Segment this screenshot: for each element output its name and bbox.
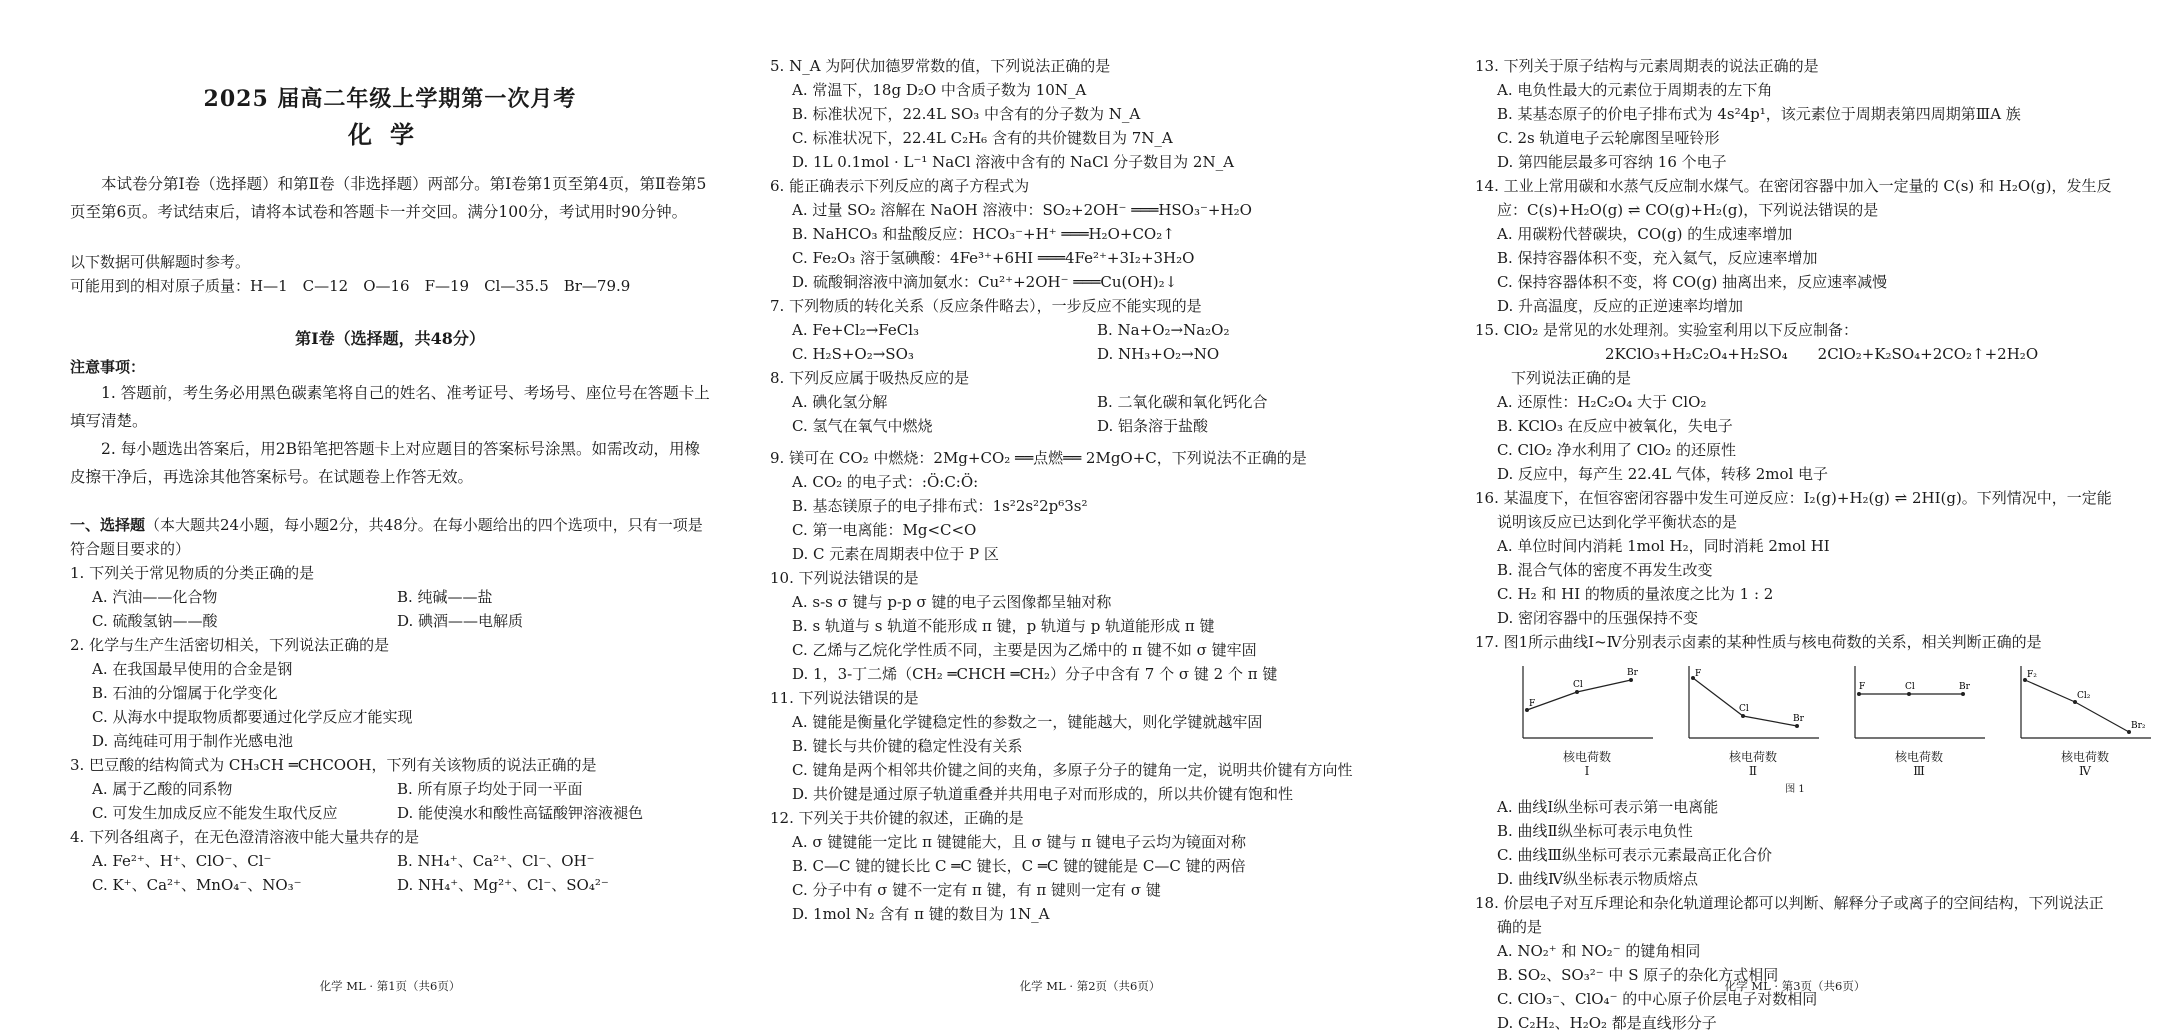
q1-option-c: C. 硫酸氢钠——酸 bbox=[92, 612, 218, 630]
chart3-label-f: F bbox=[1859, 682, 1866, 692]
q12-option-b: B. C—C 键的键长比 C ═C 键长，C ═C 键的键能是 C—C 键的两倍 bbox=[792, 857, 1246, 875]
chart2-point-cl bbox=[1741, 714, 1745, 718]
q7-option-d: D. NH₃+O₂→NO bbox=[1097, 345, 1220, 363]
question-1: 1. 下列关于常见物质的分类正确的是 bbox=[70, 564, 315, 582]
q12-option-c: C. 分子中有 σ 键不一定有 π 键，有 π 键则一定有 σ 键 bbox=[792, 881, 1161, 899]
chart4-label-br2: Br₂ bbox=[2131, 721, 2146, 731]
chart2-numeral: Ⅱ bbox=[1748, 764, 1758, 778]
exam-intro: 本试卷分第Ⅰ卷（选择题）和第Ⅱ卷（非选择题）两部分。第Ⅰ卷第1页至第4页，第Ⅱ卷第5页至第6页。考试结束后，请将本试卷和答题卡一并交回。满分100分，考试用时90分钟。 bbox=[70, 175, 707, 221]
q7-options-row2 bbox=[770, 342, 1410, 366]
q16-option-b: B. 混合气体的密度不再发生改变 bbox=[1497, 561, 1713, 579]
question-15: 15. ClO₂ 是常见的水处理剂。实验室利用以下反应制备： bbox=[1475, 321, 1858, 339]
chart1-numeral: Ⅰ bbox=[1584, 764, 1590, 778]
chart1-label-cl: Cl bbox=[1573, 680, 1583, 690]
q16-option-d: D. 密闭容器中的压强保持不变 bbox=[1497, 609, 1699, 627]
q6-option-c: C. Fe₂O₃ 溶于氢碘酸：4Fe³⁺+6HI ═══4Fe²⁺+3I₂+3H₂O bbox=[792, 249, 1195, 267]
question-2: 2. 化学与生产生活密切相关，下列说法正确的是 bbox=[70, 636, 390, 654]
q3-options-row2 bbox=[70, 801, 710, 825]
page-2-footer: 化学 ML · 第2页（共6页） bbox=[1019, 979, 1161, 993]
chart3-label-br: Br bbox=[1959, 682, 1970, 692]
question-3: 3. 巴豆酸的结构简式为 CH₃CH ═CHCOOH，下列有关该物质的说法正确的是 bbox=[70, 756, 597, 774]
q3-option-d: D. 能使溴水和酸性高锰酸钾溶液褪色 bbox=[397, 804, 644, 822]
page-3 bbox=[1475, 0, 2146, 1032]
chart2-point-br bbox=[1795, 724, 1799, 728]
q17-chart-1 bbox=[1513, 660, 1661, 778]
q14-option-a: A. 用碳粉代替碳块，CO(g) 的生成速率增加 bbox=[1497, 225, 1793, 243]
q9-option-b: B. 基态镁原子的电子排布式：1s²2s²2p⁶3s² bbox=[792, 497, 1088, 515]
q15-equation: 2KClO₃+H₂C₂O₄+H₂SO₄ 2ClO₂+K₂SO₄+2CO₂↑+2H₂O bbox=[1605, 345, 2039, 363]
q14-option-b: B. 保持容器体积不变，充入氦气，反应速率增加 bbox=[1497, 249, 1818, 267]
q8-option-d: D. 铝条溶于盐酸 bbox=[1097, 417, 1209, 435]
q6-option-d: D. 硫酸铜溶液中滴加氨水：Cu²⁺+2OH⁻ ═══Cu(OH)₂↓ bbox=[792, 273, 1178, 291]
notes-title: 注意事项： bbox=[70, 358, 146, 376]
q5-option-b: B. 标准状况下，22.4L SO₃ 中含有的分子数为 N_A bbox=[792, 105, 1141, 123]
q17-chart-4 bbox=[2011, 660, 2159, 778]
question-16: 16. 某温度下，在恒容密闭容器中发生可逆反应：I₂(g)+H₂(g) ⇌ 2HI(g)。下列情况中，一定能说明该反应已达到化学平衡状态的是 bbox=[1475, 489, 2112, 531]
question-4: 4. 下列各组离子，在无色澄清溶液中能大量共存的是 bbox=[70, 828, 420, 846]
q5-option-c: C. 标准状况下，22.4L C₂H₆ 含有的共价键数目为 7N_A bbox=[792, 129, 1173, 147]
question-10: 10. 下列说法错误的是 bbox=[770, 569, 919, 587]
question-12: 12. 下列关于共价键的叙述，正确的是 bbox=[770, 809, 1024, 827]
chart3-label-cl: Cl bbox=[1905, 682, 1915, 692]
q17-option-b: B. 曲线Ⅱ纵坐标可表示电负性 bbox=[1497, 822, 1693, 840]
q4-option-b: B. NH₄⁺、Ca²⁺、Cl⁻、OH⁻ bbox=[397, 852, 595, 870]
q1-option-d: D. 碘酒——电解质 bbox=[397, 612, 524, 630]
q17-option-d: D. 曲线Ⅳ纵坐标表示物质熔点 bbox=[1497, 870, 1699, 888]
chart2-label-cl: Cl bbox=[1739, 704, 1749, 714]
q3-options-row1 bbox=[70, 777, 710, 801]
q10-option-b: B. s 轨道与 s 轨道不能形成 π 键，p 轨道与 p 轨道能形成 π 键 bbox=[792, 617, 1215, 635]
chart4-curve bbox=[2025, 680, 2129, 732]
q1-options-row1 bbox=[70, 585, 710, 609]
question-13: 13. 下列关于原子结构与元素周期表的说法正确的是 bbox=[1475, 57, 1819, 75]
page-3-footer: 化学 ML · 第3页（共6页） bbox=[1724, 979, 1866, 993]
q12-option-a: A. σ 键键能一定比 π 键键能大，且 σ 键与 π 键电子云均为镜面对称 bbox=[792, 833, 1246, 851]
q14-option-d: D. 升高温度，反应的正逆速率均增加 bbox=[1497, 297, 1744, 315]
q3-option-a: A. 属于乙酸的同系物 bbox=[92, 780, 233, 798]
q5-option-a: A. 常温下，18g D₂O 中含质子数为 10N_A bbox=[792, 81, 1087, 99]
q15-option-c: C. ClO₂ 净水利用了 ClO₂ 的还原性 bbox=[1497, 441, 1736, 459]
section1-title: 一、选择题 bbox=[70, 516, 146, 534]
q8-option-c: C. 氢气在氧气中燃烧 bbox=[792, 417, 933, 435]
chart1-label-br: Br bbox=[1627, 668, 1638, 678]
chart4-label-cl2: Cl₂ bbox=[2077, 691, 2091, 701]
q4-option-a: A. Fe²⁺、H⁺、ClO⁻、Cl⁻ bbox=[92, 852, 272, 870]
q17-chart-3 bbox=[1845, 660, 1993, 778]
q8-options-row1 bbox=[770, 390, 1410, 414]
q7-option-c: C. H₂S+O₂→SO₃ bbox=[792, 345, 914, 363]
q17-chart-2 bbox=[1679, 660, 1827, 778]
chart2-xlabel: 核电荷数 bbox=[1728, 750, 1777, 764]
page-1-footer: 化学 ML · 第1页（共6页） bbox=[319, 979, 461, 993]
q15-option-a: A. 还原性：H₂C₂O₄ 大于 ClO₂ bbox=[1497, 393, 1707, 411]
q18-option-c: C. ClO₃⁻、ClO₄⁻ 的中心原子价层电子对数相同 bbox=[1497, 990, 1818, 1008]
atomic-masses: 可能用到的相对原子质量：H—1 C—12 O—16 F—19 Cl—35.5 Br—79.9 bbox=[70, 277, 631, 295]
q17-option-c: C. 曲线Ⅲ纵坐标可表示元素最高正化合价 bbox=[1497, 846, 1772, 864]
q11-option-d: D. 共价键是通过原子轨道重叠并共用电子对而形成的，所以共价键有饱和性 bbox=[792, 785, 1294, 803]
chart1-xlabel: 核电荷数 bbox=[1562, 750, 1611, 764]
q13-option-b: B. 某基态原子的价电子排布式为 4s²4p¹，该元素位于周期表第四周期第ⅢA 族 bbox=[1497, 105, 2021, 123]
q17-option-a: A. 曲线Ⅰ纵坐标可表示第一电离能 bbox=[1497, 798, 1719, 816]
q3-option-b: B. 所有原子均处于同一平面 bbox=[397, 780, 583, 798]
chart4-numeral: Ⅳ bbox=[2079, 764, 2091, 778]
q9-option-c: C. 第一电离能：Mg<C<O bbox=[792, 521, 977, 539]
q18-option-b: B. SO₂、SO₃²⁻ 中 S 原子的杂化方式相同 bbox=[1497, 966, 1779, 984]
q18-option-a: A. NO₂⁺ 和 NO₂⁻ 的键角相同 bbox=[1497, 942, 1701, 960]
page-2 bbox=[770, 0, 1410, 1002]
note-2: 2. 每小题选出答案后，用2B铅笔把答题卡上对应题目的答案标号涂黑。如需改动，用橡皮擦干净后，再选涂其他答案标号。在试题卷上作答无效。 bbox=[70, 440, 700, 486]
q8-option-b: B. 二氧化碳和氧化钙化合 bbox=[1097, 393, 1268, 411]
q16-option-c: C. H₂ 和 HI 的物质的量浓度之比为 1 : 2 bbox=[1497, 585, 1774, 603]
question-6: 6. 能正确表示下列反应的离子方程式为 bbox=[770, 177, 1030, 195]
q18-option-d: D. C₂H₂、H₂O₂ 都是直线形分子 bbox=[1497, 1014, 1717, 1032]
question-11: 11. 下列说法错误的是 bbox=[770, 689, 919, 707]
q10-option-a: A. s-s σ 键与 p-p σ 键的电子云图像都呈轴对称 bbox=[792, 593, 1112, 611]
q7-option-a: A. Fe+Cl₂→FeCl₃ bbox=[792, 321, 920, 339]
q17-figure bbox=[1513, 660, 2146, 778]
q15-option-d: D. 反应中，每产生 22.4L 气体，转移 2mol 电子 bbox=[1497, 465, 1829, 483]
q13-option-d: D. 第四能层最多可容纳 16 个电子 bbox=[1497, 153, 1727, 171]
q9-option-d: D. C 元素在周期表中位于 P 区 bbox=[792, 545, 999, 563]
q1-option-b: B. 纯碱——盐 bbox=[397, 588, 493, 606]
question-9: 9. 镁可在 CO₂ 中燃烧：2Mg+CO₂ ══点燃══ 2MgO+C，下列说法不正确的是 bbox=[770, 449, 1307, 467]
chart3-point-br bbox=[1961, 692, 1965, 696]
data-note: 以下数据可供解题时参考。 bbox=[70, 253, 251, 271]
q11-option-c: C. 键角是两个相邻共价键之间的夹角，多原子分子的键角一定，说明共价键有方向性 bbox=[792, 761, 1353, 779]
q3-option-c: C. 可发生加成反应不能发生取代反应 bbox=[92, 804, 338, 822]
q11-option-a: A. 键能是衡量化学键稳定性的参数之一，键能越大，则化学键就越牢固 bbox=[792, 713, 1263, 731]
question-5: 5. N_A 为阿伏加德罗常数的值，下列说法正确的是 bbox=[770, 57, 1111, 75]
chart2-label-f: F bbox=[1695, 669, 1702, 679]
q12-option-d: D. 1mol N₂ 含有 π 键的数目为 1N_A bbox=[792, 905, 1050, 923]
q17-figure-caption: 图 1 bbox=[1785, 784, 1805, 795]
q15-ask: 下列说法正确的是 bbox=[1511, 369, 1632, 387]
q6-option-a: A. 过量 SO₂ 溶解在 NaOH 溶液中：SO₂+2OH⁻ ═══HSO₃⁻+H₂O bbox=[792, 201, 1252, 219]
question-17: 17. 图1所示曲线Ⅰ~Ⅳ分别表示卤素的某种性质与核电荷数的关系，相关判断正确的是 bbox=[1475, 633, 2042, 651]
question-18: 18. 价层电子对互斥理论和杂化轨道理论都可以判断、解释分子或离子的空间结构，下列说法正确的是 bbox=[1475, 894, 2104, 936]
q4-options-row2 bbox=[70, 873, 710, 897]
chart3-point-cl bbox=[1907, 692, 1911, 696]
section1-header bbox=[70, 513, 710, 561]
q4-option-d: D. NH₄⁺、Mg²⁺、Cl⁻、SO₄²⁻ bbox=[397, 876, 609, 894]
chart3-numeral: Ⅲ bbox=[1913, 764, 1925, 778]
q2-option-b: B. 石油的分馏属于化学变化 bbox=[92, 684, 278, 702]
q7-option-b: B. Na+O₂→Na₂O₂ bbox=[1097, 321, 1230, 339]
q10-option-c: C. 乙烯与乙烷化学性质不同，主要是因为乙烯中的 π 键不如 σ 键牢固 bbox=[792, 641, 1257, 659]
chart3-xlabel: 核电荷数 bbox=[1894, 750, 1943, 764]
section1-desc: （本大题共24小题，每小题2分，共48分。在每小题给出的四个选项中，只有一项是符合题目要求的） bbox=[70, 516, 703, 558]
q1-option-a: A. 汽油——化合物 bbox=[92, 588, 218, 606]
exam-title: 2025 届高二年级上学期第一次月考 bbox=[203, 86, 577, 112]
q2-option-c: C. 从海水中提取物质都要通过化学反应才能实现 bbox=[92, 708, 413, 726]
chart1-label-f: F bbox=[1529, 699, 1536, 709]
chart4-label-f2: F₂ bbox=[2027, 670, 2037, 680]
page-1 bbox=[70, 0, 710, 1002]
q4-options-row1 bbox=[70, 849, 710, 873]
q10-option-d: D. 1，3-丁二烯（CH₂ ═CHCH ═CH₂）分子中含有 7 个 σ 键 2 个 π 键 bbox=[792, 665, 1278, 683]
q7-options-row1 bbox=[770, 318, 1410, 342]
q13-option-c: C. 2s 轨道电子云轮廓图呈哑铃形 bbox=[1497, 129, 1720, 147]
q5-option-d: D. 1L 0.1mol · L⁻¹ NaCl 溶液中含有的 NaCl 分子数目为 2N_A bbox=[792, 153, 1234, 171]
q1-options-row2 bbox=[70, 609, 710, 633]
q13-option-a: A. 电负性最大的元素位于周期表的左下角 bbox=[1497, 81, 1773, 99]
question-7: 7. 下列物质的转化关系（反应条件略去），一步反应不能实现的是 bbox=[770, 297, 1202, 315]
q15-option-b: B. KClO₃ 在反应中被氧化，失电子 bbox=[1497, 417, 1733, 435]
chart2-curve bbox=[1693, 678, 1797, 726]
chart1-point-cl bbox=[1575, 690, 1579, 694]
q8-option-a: A. 碘化氢分解 bbox=[792, 393, 888, 411]
q6-option-b: B. NaHCO₃ 和盐酸反应：HCO₃⁻+H⁺ ═══H₂O+CO₂↑ bbox=[792, 225, 1175, 243]
question-14: 14. 工业上常用碳和水蒸气反应制水煤气。在密闭容器中加入一定量的 C(s) 和 H₂O(g)，发生反应：C(s)+H₂O(g) ⇌ CO(g)+H₂(g)，下列说法错误的是 bbox=[1475, 177, 2112, 219]
q8-options-row2 bbox=[770, 414, 1410, 438]
question-8: 8. 下列反应属于吸热反应的是 bbox=[770, 369, 970, 387]
q2-option-a: A. 在我国最早使用的合金是钢 bbox=[92, 660, 293, 678]
chart2-label-br: Br bbox=[1793, 714, 1804, 724]
q4-option-c: C. K⁺、Ca²⁺、MnO₄⁻、NO₃⁻ bbox=[92, 876, 302, 894]
q16-option-a: A. 单位时间内消耗 1mol H₂，同时消耗 2mol HI bbox=[1497, 537, 1830, 555]
q11-option-b: B. 键长与共价键的稳定性没有关系 bbox=[792, 737, 1023, 755]
chart1-point-br bbox=[1629, 678, 1633, 682]
q2-option-d: D. 高纯硅可用于制作光感电池 bbox=[92, 732, 294, 750]
chart3-point-f bbox=[1857, 692, 1861, 696]
q9-option-a: A. CO₂ 的电子式：:Ö:C:Ö: bbox=[792, 473, 979, 491]
chart4-xlabel: 核电荷数 bbox=[2060, 750, 2109, 764]
q14-option-c: C. 保持容器体积不变，将 CO(g) 抽离出来，反应速率减慢 bbox=[1497, 273, 1888, 291]
exam-subject: 化学 bbox=[348, 120, 432, 149]
part1-title: 第Ⅰ卷（选择题，共48分） bbox=[295, 329, 485, 348]
note-1: 1. 答题前，考生务必用黑色碳素笔将自己的姓名、准考证号、考场号、座位号在答题卡上填写清楚。 bbox=[70, 384, 710, 430]
